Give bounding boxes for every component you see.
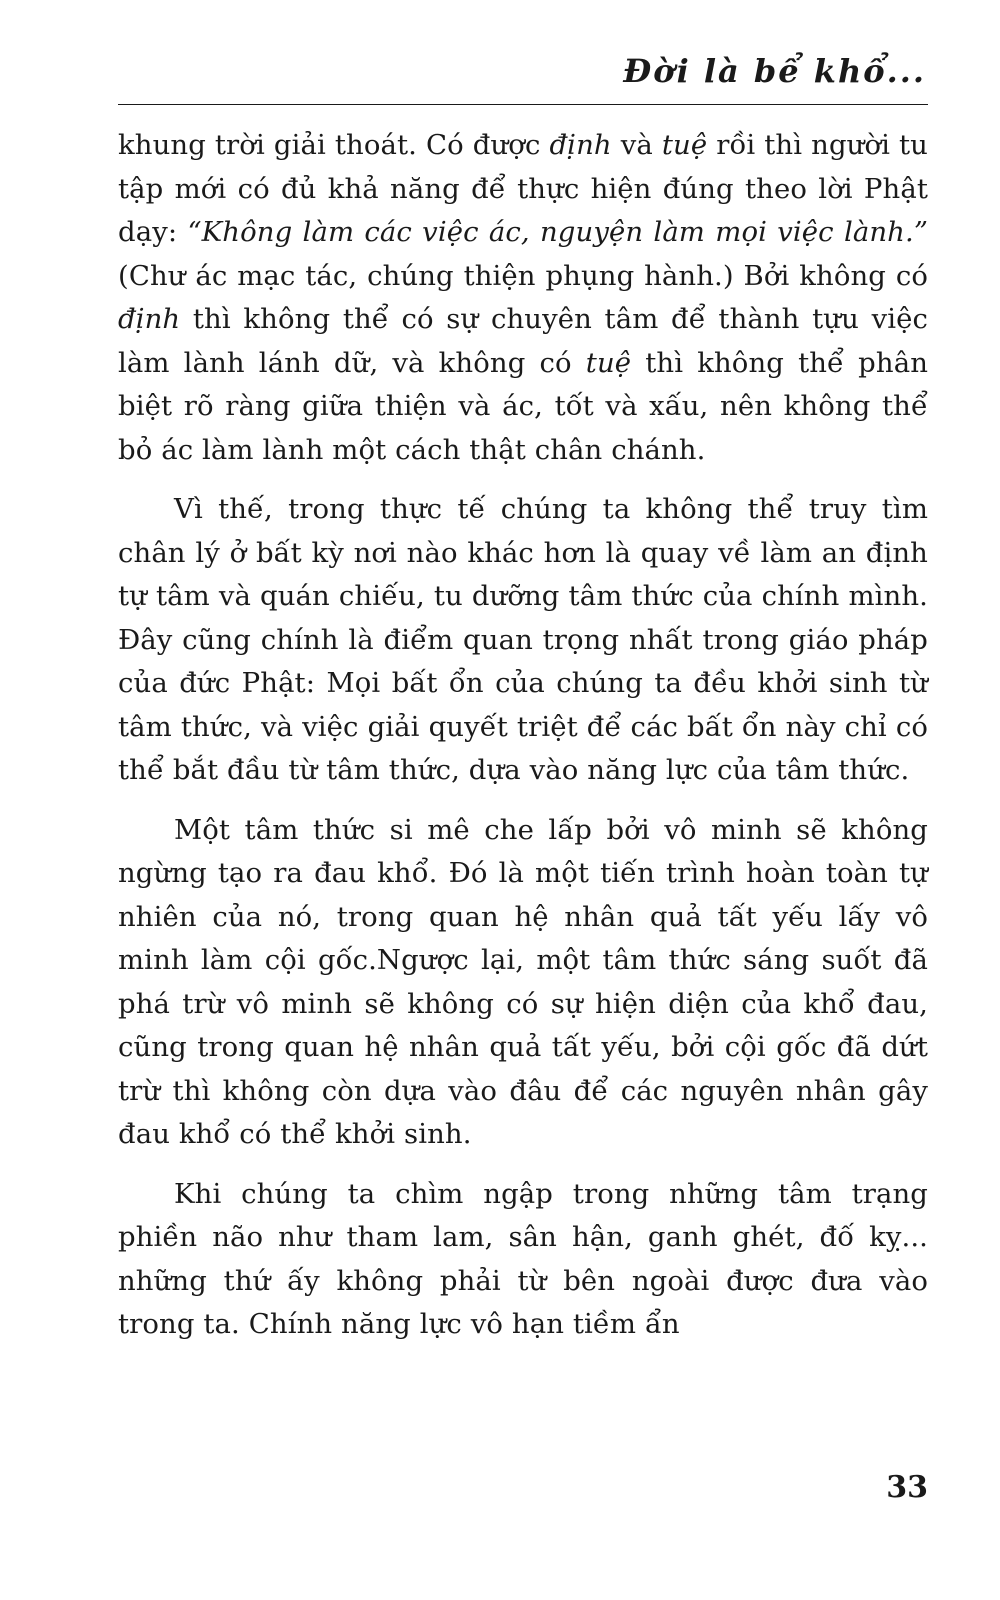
running-header-title: Đời là bể khổ... — [623, 52, 926, 90]
running-header — [118, 46, 928, 105]
text-run: Vì thế, trong thực tế chúng ta không thể truy tìm chân lý ở bất kỳ nơi nào khác hơn là quay về làm an định tự tâm và quán chiếu, tu dưỡng tâm thức của chính mình. Đây cũng chính là điểm quan trọng nhất trong giáo pháp của đức Phật: Mọi bất ổn của chúng ta đều khởi sinh từ tâm thức, và việc giải quyết triệt để các bất ổn này chỉ có thể bắt đầu từ tâm thức, dựa vào năng lực của tâm thức. — [118, 493, 928, 786]
text-run: Khi chúng ta chìm ngập trong những tâm trạng phiền não như tham lam, sân hận, ganh ghét, đố kỵ... những thứ ấy không phải từ bên ngoài được đưa vào trong ta. Chính năng lực vô hạn tiềm ẩn — [118, 1177, 928, 1340]
text-run: (Chư ác mạc tác, chúng thiện phụng hành.) Bởi không có — [118, 259, 928, 292]
paragraph — [118, 488, 928, 793]
text-run: khung trời giải thoát. Có được — [118, 129, 550, 161]
italic-text: “Không làm các việc ác, nguyện làm mọi việc lành.” — [187, 216, 928, 248]
paragraph — [118, 124, 928, 472]
italic-text: tuệ — [661, 129, 708, 161]
italic-text: tuệ — [585, 346, 632, 379]
italic-text: định — [549, 129, 612, 161]
text-run: thì không thể có sự chuyên tâm để thành tựu việc làm lành lánh dữ, và không có — [118, 303, 928, 379]
text-run: thì không thể phân biệt rõ ràng giữa thiện và ác, tốt và xấu, nên không thể bỏ ác làm lành một cách thật chân chánh. — [118, 346, 929, 466]
text-run: Một tâm thức si mê che lấp bởi vô minh sẽ không ngừng tạo ra đau khổ. Đó là một tiến trình hoàn toàn tự nhiên của nó, trong quan hệ nhân quả tất yếu lấy vô minh làm cội gốc.Ngược lại, một tâm thức sáng suốt đã phá trừ vô minh sẽ không có sự hiện diện của khổ đau, cũng trong quan hệ nhân quả tất yếu, bởi cội gốc đã dứt trừ thì không còn dựa vào đâu để các nguyên nhân gây đau khổ có thể khởi sinh. — [118, 813, 928, 1150]
paragraph — [118, 1173, 928, 1347]
page-number: 33 — [886, 1470, 928, 1505]
body-text — [118, 124, 928, 1363]
italic-text: định — [118, 303, 181, 335]
paragraph — [118, 809, 928, 1157]
text-run: và — [611, 129, 662, 161]
text-run: rồi thì người tu tập mới có đủ khả năng để thực hiện đúng theo lời Phật dạy: — [118, 129, 928, 248]
